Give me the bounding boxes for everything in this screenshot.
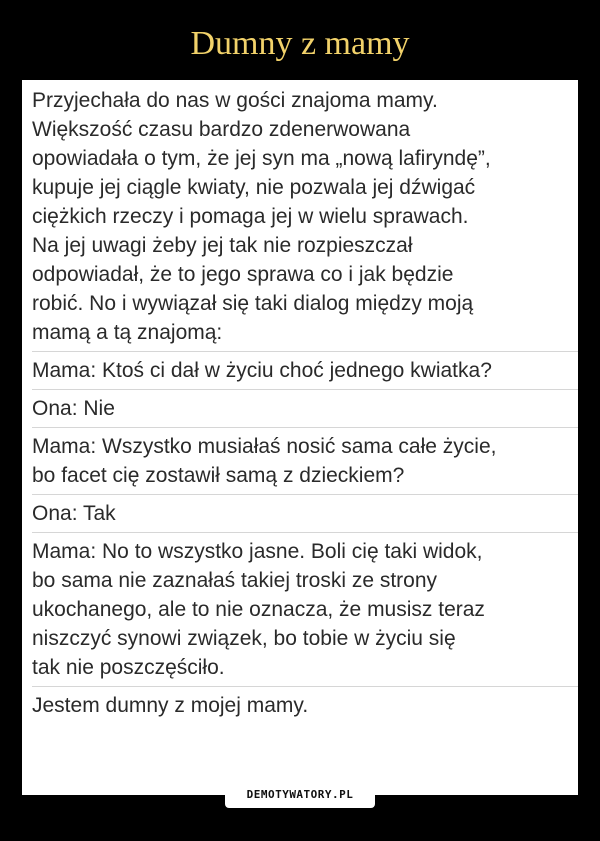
site-watermark: [225, 784, 375, 808]
dialog-line-ona-1: Ona: Nie: [32, 394, 578, 428]
dialog-line-mama-3: Mama: No to wszystko jasne. Boli cię taki widok, bo sama nie zaznałaś takiej troski ze strony ukochanego, ale to nie oznacza, że musisz teraz niszczyć synowi związek, bo tobie w życiu się tak nie poszczęściło.: [32, 537, 578, 687]
story-paragraph: Przyjechała do nas w gości znajoma mamy. Większość czasu bardzo zdenerwowana opowiadała o tym, że jej syn ma „nową lafiryndę”, kupuje jej ciągle kwiaty, nie pozwala jej dźwigać ciężkich rzeczy i pomaga jej w wielu sprawach. Na jej uwagi żeby jej tak nie rozpieszczał odpowiadał, że to jego sprawa co i jak będzie robić. No i wywiązał się taki dialog między moją mamą a tą znajomą:: [32, 86, 578, 352]
page-title: Dumny z mamy: [190, 25, 410, 62]
closing-line: Jestem dumny z mojej mamy.: [32, 694, 309, 717]
watermark-text: DEMOTYWATORY.PL: [246, 788, 354, 801]
text-card: [22, 80, 578, 795]
dialog-line-ona-2: Ona: Tak: [32, 499, 578, 533]
dialog-line-mama-1: Mama: Ktoś ci dał w życiu choć jednego kwiatka?: [32, 356, 578, 390]
dialog-line-mama-2: Mama: Wszystko musiałaś nosić sama całe życie, bo facet cię zostawił samą z dzieckiem?: [32, 432, 578, 495]
